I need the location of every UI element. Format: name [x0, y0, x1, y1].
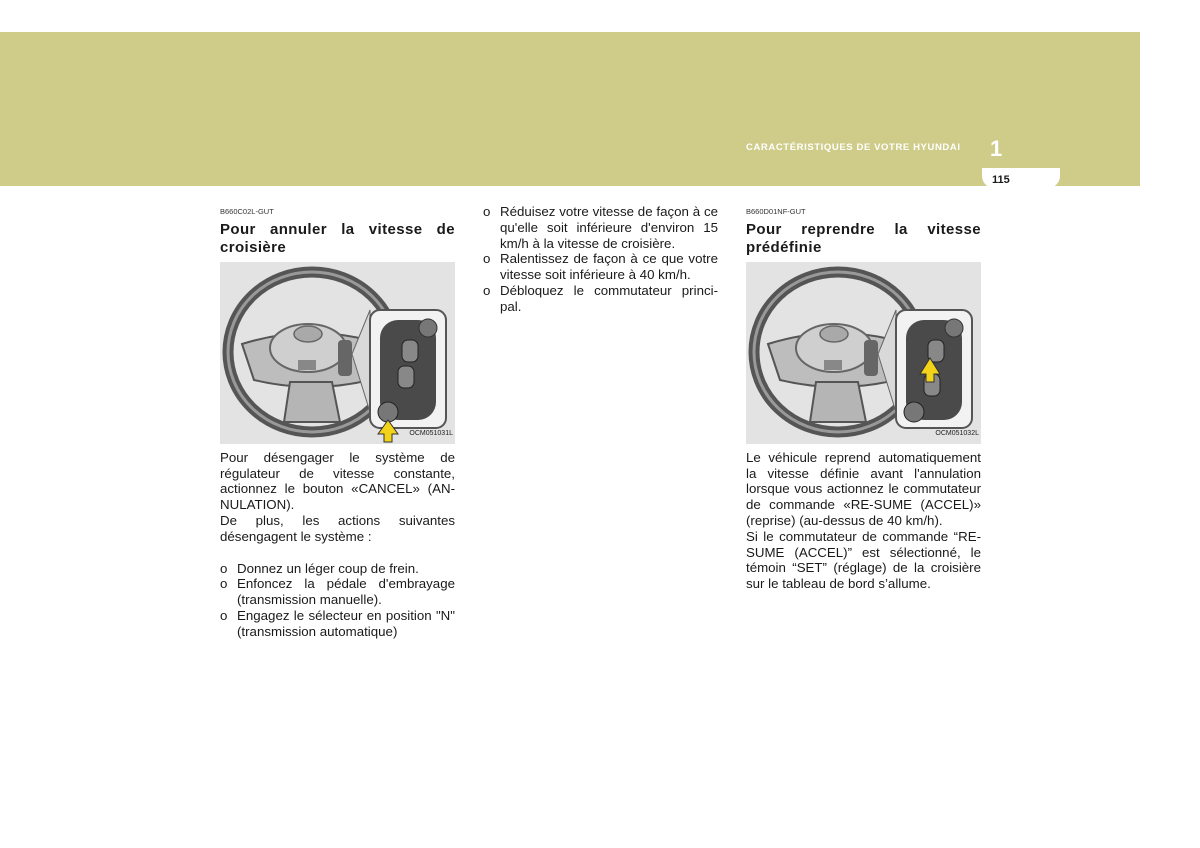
paragraph: Le véhicule reprend automatiquement la vitesse définie avant l'annulation lorsque vous actionnez le commutateur de commande «RE-SUME (ACCEL)» (reprise) (au-dessus de 40 km/h).	[746, 449, 981, 528]
middle-column	[483, 204, 718, 315]
chapter-number: 1	[990, 136, 1003, 161]
left-column	[220, 204, 455, 640]
paragraph: Pour désengager le système de régulateur de vitesse constante, actionnez le bouton «CANCEL» (AN-NULATION).	[220, 449, 455, 513]
figure-code: OCM051032L	[935, 430, 979, 437]
right-column	[746, 204, 981, 592]
steering-wheel-illustration	[220, 262, 455, 444]
header-band	[0, 32, 1140, 186]
list-item: o Réduisez votre vitesse de façon à ce qu'elle soit inférieure d'environ 15 km/h à la vitesse de croisière.	[483, 204, 718, 251]
section-title: Pour reprendre la vitesse prédéfinie	[746, 220, 981, 256]
section-code: B660C02L-GUT	[220, 207, 274, 216]
paragraph: De plus, les actions suivantes désengagent le système :	[220, 512, 455, 544]
steering-wheel-illustration	[746, 262, 981, 444]
list-item: o Enfoncez la pédale d'embrayage (transmission manuelle).	[220, 576, 455, 608]
paragraph: Si le commutateur de commande “RE-SUME (ACCEL)” est sélectionné, le témoin “SET” (réglage) de la croisière sur le tableau de bord s’allume.	[746, 528, 981, 592]
chapter-title: CARACTÉRISTIQUES DE VOTRE HYUNDAI	[746, 142, 961, 153]
figure-code: OCM051031L	[409, 430, 453, 437]
section-title: Pour annuler la vitesse de croisière	[220, 220, 455, 256]
steering-wheel-figure-cancel	[220, 262, 455, 444]
list-item: o Débloquez le commutateur princi-pal.	[483, 282, 718, 314]
section-code: B660D01NF-GUT	[746, 207, 806, 216]
page-number: 115	[992, 174, 1010, 186]
list-item: o Engagez le sélecteur en position "N" (transmission automatique)	[220, 607, 455, 639]
steering-wheel-figure-resume	[746, 262, 981, 444]
list-item: o Ralentissez de façon à ce que votre vitesse soit inférieure à 40 km/h.	[483, 251, 718, 283]
list-item: o Donnez un léger coup de frein.	[220, 560, 419, 576]
